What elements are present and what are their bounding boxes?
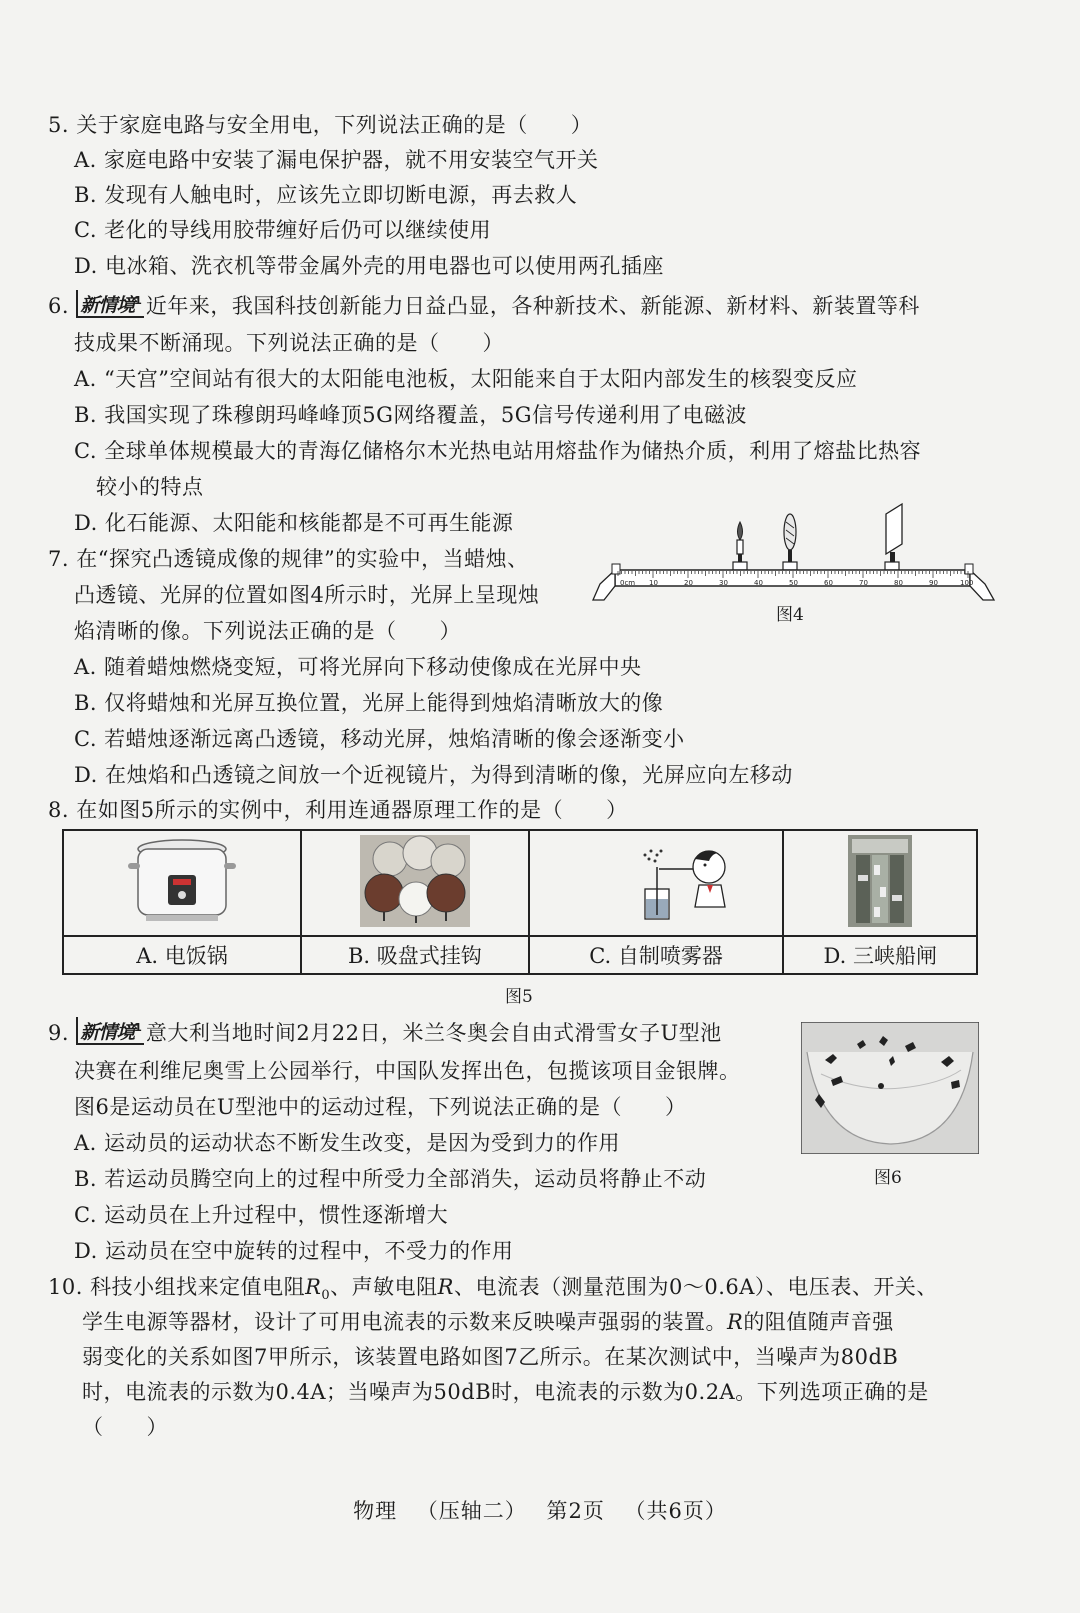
q9-stem-line3: 图6是运动员在U型池中的运动过程，下列说法正确的是（ ） (74, 1095, 687, 1119)
footer-paper: （压轴二） (416, 1499, 527, 1523)
r-symbol: R (727, 1310, 744, 1334)
svg-text:10: 10 (649, 579, 658, 587)
q5-option-d: D. 电冰箱、洗衣机等带金属外壳的用电器也可以使用两孔插座 (74, 254, 664, 278)
candle-icon (733, 522, 747, 570)
new-context-badge: 新情境$^1$ (76, 1017, 144, 1045)
svg-text:60: 60 (824, 579, 833, 587)
q5-stem: 5. 关于家庭电路与安全用电，下列说法正确的是（ ） (48, 113, 593, 137)
q7-option-d: D. 在烛焰和凸透镜之间放一个近视镜片，为得到清晰的像，光屏应向左移动 (74, 763, 793, 787)
q9-stem-line2: 决赛在利维尼奥雪上公园举行，中国队发挥出色，包揽该项目金银牌。 (74, 1059, 741, 1083)
q6-stem-line1 (48, 289, 920, 323)
diy-sprayer-icon (581, 835, 731, 927)
svg-text:90: 90 (929, 579, 938, 587)
optical-bench-figure (590, 500, 1000, 610)
ship-lock-icon (848, 835, 912, 927)
q6-option-d: D. 化石能源、太阳能和核能都是不可再生能源 (74, 511, 514, 535)
svg-text:100: 100 (960, 579, 974, 587)
figure-4-caption: 图4 (776, 605, 804, 625)
q10-line2 (82, 1305, 894, 1339)
q10-line5: （ ） (82, 1415, 168, 1439)
svg-text:30: 30 (719, 579, 728, 587)
suction-hook-icon (360, 835, 470, 927)
r-symbol: R (437, 1275, 454, 1299)
new-context-badge: 新情境$^1$ (76, 290, 144, 318)
footer-total: （共6页） (624, 1499, 727, 1523)
q9-option-b: B. 若运动员腾空向上的过程中所受力全部消失，运动员将静止不动 (74, 1167, 707, 1191)
svg-text:70: 70 (859, 579, 868, 587)
rice-cooker-cell (63, 830, 301, 936)
q7-option-b: B. 仅将蜡烛和光屏互换位置，光屏上能得到烛焰清晰放大的像 (74, 691, 664, 715)
q7-option-a: A. 随着蜡烛燃烧变短，可将光屏向下移动使像成在光屏中央 (74, 655, 642, 679)
q6-option-c: C. 全球单体规模最大的青海亿储格尔木光热电站用熔盐作为储热介质，利用了熔盐比热容 (74, 439, 922, 463)
footer-page: 第2页 (546, 1499, 605, 1523)
q7-stem-line3: 焰清晰的像。下列说法正确的是（ ） (74, 619, 461, 643)
rice-cooker-icon (112, 835, 252, 927)
q9-option-c: C. 运动员在上升过程中，惯性逐渐增大 (74, 1203, 449, 1227)
halfpipe-photo (801, 1022, 979, 1154)
q6-number: 6. (48, 294, 70, 318)
q10-text: 、电流表（测量范围为0～0.6A）、电压表、开关、 (453, 1275, 938, 1299)
q5-option-b: B. 发现有人触电时，应该先立即切断电源，再去救人 (74, 183, 578, 207)
q9-option-a: A. 运动员的运动状态不断发生改变，是因为受到力的作用 (74, 1131, 621, 1155)
q9-option-d: D. 运动员在空中旋转的过程中，不受力的作用 (74, 1239, 514, 1263)
q10-text: 、声敏电阻 (330, 1275, 438, 1299)
q9-stem-line1 (48, 1016, 722, 1050)
suction-hook-cell (301, 830, 529, 936)
q9-stem-text: 意大利当地时间2月22日，米兰冬奥会自由式滑雪女子U型池 (145, 1021, 722, 1045)
svg-text:0cm: 0cm (620, 579, 636, 587)
q8-option-a: A. 电饭锅 (63, 936, 301, 974)
q10-text: 学生电源等器材，设计了可用电流表的示数来反映噪声强弱的装置。 (82, 1310, 727, 1334)
q8-option-c: C. 自制喷雾器 (529, 936, 784, 974)
figure-5-caption: 图5 (505, 987, 533, 1007)
q5-option-c: C. 老化的导线用胶带缠好后仍可以继续使用 (74, 218, 492, 242)
q8-option-d: D. 三峡船闸 (783, 936, 977, 974)
q6-option-a: A. “天宫”空间站有很大的太阳能电池板，太阳能来自于太阳内部发生的核裂变反应 (74, 367, 858, 391)
svg-text:40: 40 (754, 579, 763, 587)
svg-text:80: 80 (894, 579, 903, 587)
q6-stem-text: 近年来，我国科技创新能力日益凸显，各种新技术、新能源、新材料、新装置等科 (145, 294, 920, 318)
three-gorges-lock-cell (783, 830, 977, 936)
diy-sprayer-cell (529, 830, 784, 936)
q7-stem-line1: 7. 在“探究凸透镜成像的规律”的实验中，当蜡烛、 (48, 547, 529, 571)
q5-option-a: A. 家庭电路中安装了漏电保护器，就不用安装空气开关 (74, 148, 599, 172)
page-footer (0, 1495, 1080, 1525)
q6-option-b: B. 我国实现了珠穆朗玛峰峰顶5G网络覆盖，5G信号传递利用了电磁波 (74, 403, 748, 427)
r0-symbol: $R_0$ (305, 1275, 331, 1304)
q7-stem-line2: 凸透镜、光屏的位置如图4所示时，光屏上呈现烛 (74, 583, 540, 607)
q10-text: 10. 科技小组找来定值电阻 (48, 1275, 306, 1299)
figure-5-table (62, 829, 978, 975)
light-screen-icon (885, 504, 902, 570)
q9-number: 9. (48, 1021, 70, 1045)
q10-line4: 时，电流表的示数为0.4A；当噪声为50dB时，电流表的示数为0.2A。下列选项正确的是 (82, 1380, 929, 1404)
q7-option-c: C. 若蜡烛逐渐远离凸透镜，移动光屏，烛焰清晰的像会逐渐变小 (74, 727, 685, 751)
q10-line3: 弱变化的关系如图7甲所示，该装置电路如图7乙所示。在某次测试中，当噪声为80dB (82, 1345, 899, 1369)
figure-6-caption: 图6 (874, 1168, 902, 1188)
svg-text:20: 20 (684, 579, 693, 587)
q6-option-c-cont: 较小的特点 (96, 475, 204, 499)
convex-lens-icon (783, 514, 797, 570)
q8-stem: 8. 在如图5所示的实例中，利用连通器原理工作的是（ ） (48, 798, 628, 822)
q8-option-b: B. 吸盘式挂钩 (301, 936, 529, 974)
q10-text: 的阻值随声音强 (743, 1310, 894, 1334)
q6-stem-line2: 技成果不断涌现。下列说法正确的是（ ） (74, 331, 504, 355)
footer-subject: 物理 (353, 1499, 398, 1523)
svg-text:50: 50 (789, 579, 798, 587)
